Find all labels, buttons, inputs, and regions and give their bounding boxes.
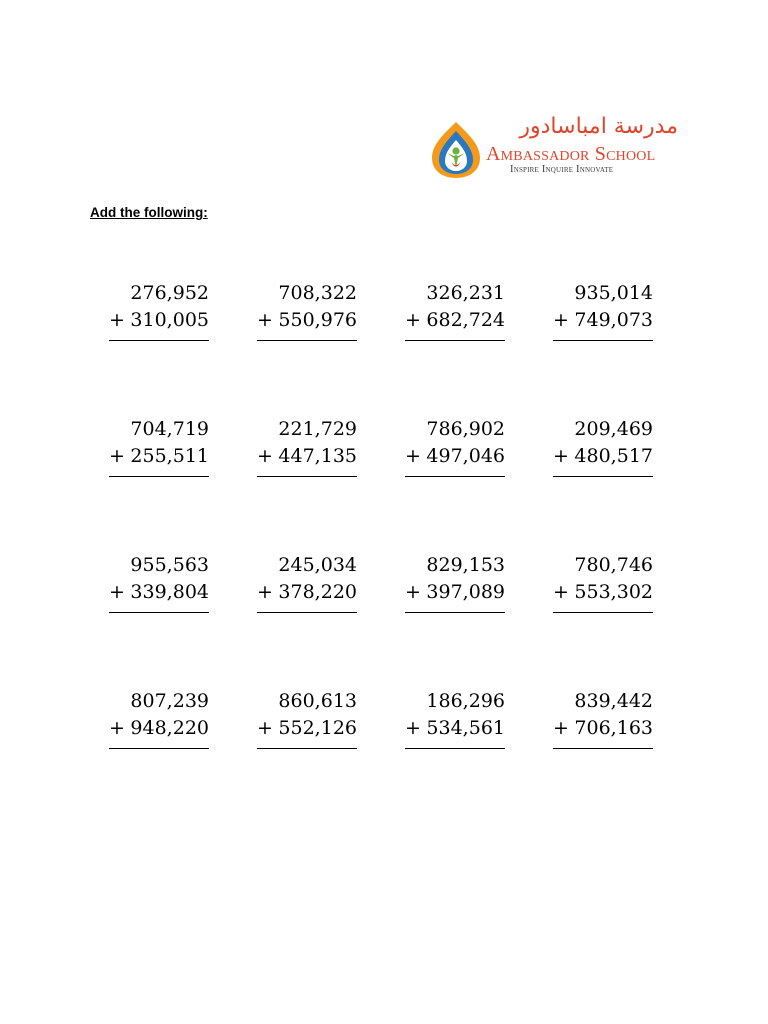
addend-top: 704,719 (130, 418, 209, 440)
plus-sign: + (553, 309, 569, 331)
addend-top: 839,442 (574, 690, 653, 712)
answer-line (405, 340, 505, 341)
school-logo (428, 114, 678, 182)
answer-line (109, 748, 209, 749)
addend-bottom: 397,089 (426, 581, 505, 603)
addend-bottom: 339,804 (130, 581, 209, 603)
addend-top: 786,902 (426, 418, 505, 440)
plus-sign: + (109, 581, 125, 603)
addition-problem (405, 416, 505, 466)
plus-sign: + (109, 445, 125, 467)
addend-bottom: 552,126 (278, 717, 357, 739)
plus-sign: + (405, 309, 421, 331)
addend-bottom: 706,163 (574, 717, 653, 739)
addition-problem (257, 280, 357, 330)
answer-line (553, 340, 653, 341)
addition-problem (257, 552, 357, 602)
addend-bottom: 749,073 (574, 309, 653, 331)
school-name-arabic: مدرسة امباسادور (519, 114, 678, 139)
plus-sign: + (257, 717, 273, 739)
addend-top: 186,296 (426, 690, 505, 712)
answer-line (109, 612, 209, 613)
addend-top: 807,239 (130, 690, 209, 712)
plus-sign: + (257, 309, 273, 331)
addend-bottom: 948,220 (130, 717, 209, 739)
addend-top: 276,952 (130, 282, 209, 304)
addend-bottom: 534,561 (426, 717, 505, 739)
answer-line (553, 612, 653, 613)
addend-bottom: 497,046 (426, 445, 505, 467)
addend-bottom: 553,302 (574, 581, 653, 603)
addend-top: 860,613 (278, 690, 357, 712)
plus-sign: + (257, 581, 273, 603)
plus-sign: + (257, 445, 273, 467)
answer-line (257, 612, 357, 613)
answer-line (553, 748, 653, 749)
addition-problem (553, 552, 653, 602)
addition-problem (109, 552, 209, 602)
plus-sign: + (405, 581, 421, 603)
answer-line (405, 476, 505, 477)
addend-top: 708,322 (278, 282, 357, 304)
addition-problem (257, 416, 357, 466)
addition-problem (553, 280, 653, 330)
addend-bottom: 447,135 (278, 445, 357, 467)
addition-problem (553, 688, 653, 738)
addition-problem (405, 688, 505, 738)
addition-problem (109, 416, 209, 466)
addend-bottom: 480,517 (574, 445, 653, 467)
addend-top: 326,231 (426, 282, 505, 304)
addend-top: 221,729 (278, 418, 357, 440)
plus-sign: + (405, 445, 421, 467)
school-tagline: Inspire Inquire Innovate (510, 164, 614, 175)
answer-line (553, 476, 653, 477)
plus-sign: + (553, 445, 569, 467)
flame-emblem-icon (428, 120, 484, 180)
addition-problem (109, 688, 209, 738)
addend-top: 955,563 (130, 554, 209, 576)
answer-line (109, 476, 209, 477)
addend-top: 935,014 (574, 282, 653, 304)
plus-sign: + (405, 717, 421, 739)
addend-top: 829,153 (426, 554, 505, 576)
answer-line (257, 340, 357, 341)
answer-line (405, 612, 505, 613)
answer-line (257, 476, 357, 477)
addend-top: 780,746 (574, 554, 653, 576)
plus-sign: + (109, 309, 125, 331)
plus-sign: + (553, 717, 569, 739)
addition-problem (553, 416, 653, 466)
worksheet-instruction: Add the following: (90, 205, 208, 220)
addition-problem (405, 552, 505, 602)
addend-bottom: 310,005 (130, 309, 209, 331)
addend-top: 209,469 (574, 418, 653, 440)
answer-line (405, 748, 505, 749)
answer-line (257, 748, 357, 749)
plus-sign: + (109, 717, 125, 739)
school-name-english: Ambassador School (486, 143, 656, 165)
addend-bottom: 682,724 (426, 309, 505, 331)
addend-bottom: 378,220 (278, 581, 357, 603)
addition-problem (109, 280, 209, 330)
addition-problem (257, 688, 357, 738)
addend-bottom: 550,976 (278, 309, 357, 331)
addend-bottom: 255,511 (130, 445, 209, 467)
answer-line (109, 340, 209, 341)
plus-sign: + (553, 581, 569, 603)
addend-top: 245,034 (278, 554, 357, 576)
addition-problem (405, 280, 505, 330)
